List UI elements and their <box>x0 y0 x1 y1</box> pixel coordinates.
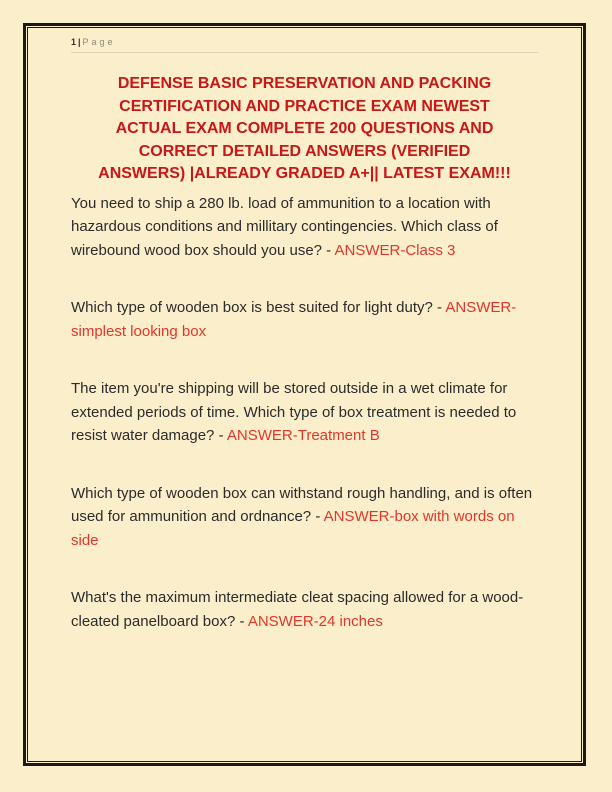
document-title-line: CORRECT DETAILED ANSWERS (VERIFIED <box>138 142 471 160</box>
qa-list <box>71 192 538 634</box>
header-label: Page <box>82 37 116 47</box>
page-content <box>28 28 581 761</box>
question-text: Which type of wooden box is best suited for light duty? - <box>71 299 446 316</box>
document-title-line: ACTUAL EXAM COMPLETE 200 QUESTIONS AND <box>115 120 494 137</box>
document-title-line: DEFENSE BASIC PRESERVATION AND PACKING <box>117 75 492 92</box>
answer-text: ANSWER-simplest looking box <box>71 299 517 340</box>
qa-paragraph <box>71 482 538 553</box>
answer-text: ANSWER-box with words on side <box>71 508 515 549</box>
document-title-line: ANSWERS) |ALREADY GRADED A+|| LATEST EXAM!!! <box>98 165 511 182</box>
qa-paragraph <box>71 586 538 633</box>
qa-paragraph <box>71 192 538 263</box>
page-border-inner-line <box>27 27 582 762</box>
question-text: You need to ship a 280 lb. load of ammunition to a location with hazardous conditions and millitary contingencies. Which class of wirebound wood box should you use? - <box>71 194 498 259</box>
document-title-line: CERTIFICATION AND PRACTICE EXAM NEWEST <box>119 97 490 115</box>
header-separator: | <box>78 37 81 47</box>
answer-text: ANSWER-Treatment B <box>226 427 380 444</box>
document-title <box>71 73 538 186</box>
page-border-frame <box>23 23 586 766</box>
question-text: The item you're shipping will be stored outside in a wet climate for extended periods of time. Which type of box treatment is needed to resist water damage? - <box>71 380 517 444</box>
page-header <box>71 36 538 53</box>
answer-text: ANSWER-Class 3 <box>334 241 456 259</box>
qa-paragraph <box>71 377 538 448</box>
page-number: 1 <box>71 37 78 47</box>
question-text: What's the maximum intermediate cleat spacing allowed for a wood-cleated panelboard box? - <box>71 589 524 630</box>
answer-text: ANSWER-24 inches <box>247 612 383 630</box>
qa-paragraph <box>71 296 538 343</box>
question-text: Which type of wooden box can withstand rough handling, and is often used for ammunition and ordnance? - <box>71 484 533 525</box>
